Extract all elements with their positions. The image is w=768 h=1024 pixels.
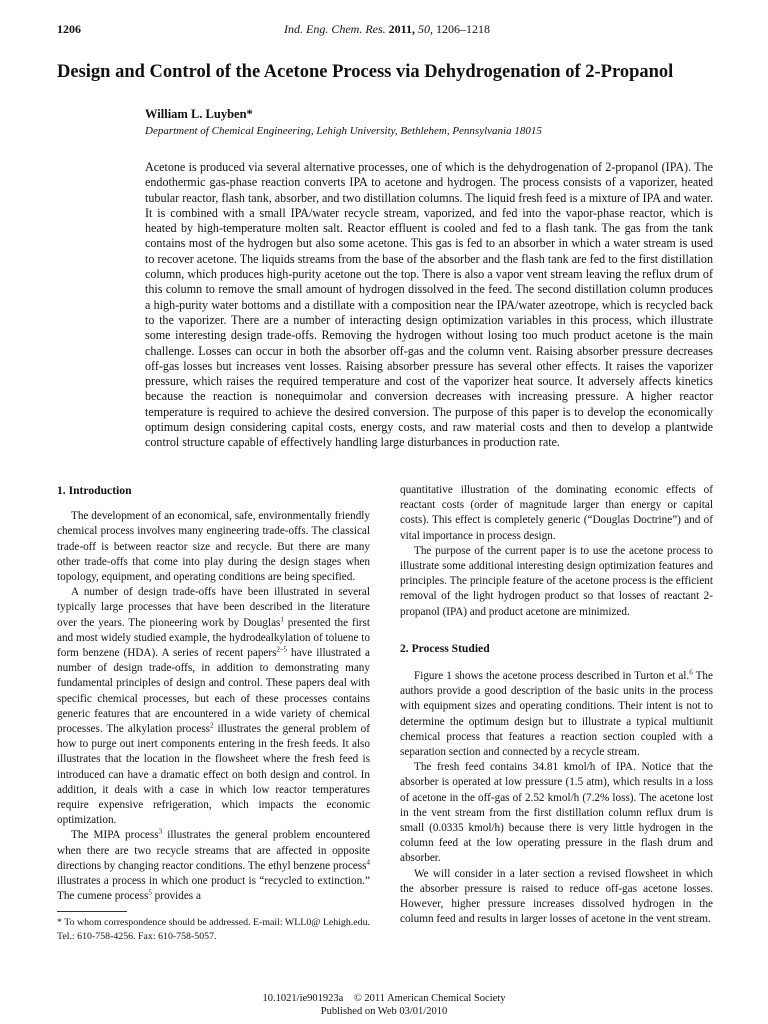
process-paragraph-3: We will consider in a later section a revised flowsheet in which the absorber pressure is raised to reduce off-gas acetone losses. However, higher pressure increases dissolved hydrogen in the column feed and results in larger losses of acetone in the vent stream. [400,867,713,926]
right-column [400,483,713,927]
process-paragraph-2: The fresh feed contains 34.81 kmol/h of IPA. Notice that the absorber is operated at low pressure (1.5 atm), which results in a loss of acetone in the off-gas of 2.52 kmol/h (7.2% loss). The acetone lost in the vent stream from the first distillation column reflux drum is small (0.0335 kmol/h) because there is very little hydrogen in the column feed at the low operating pressure in the flash drum and absorber. [400,761,713,865]
process-paragraph-1: Figure 1 shows the acetone process described in Turton et al.$^6$ The authors provide a good description of the basic units in the process with equipment sizes and operating conditions. Their intent is not to determine the optimum design but to illustrate a typical multiunit chemical process that features a reaction section coupled with a separation section and connected by a recycle stream. [400,668,713,759]
citation-ref[interactable]: 5 [148,888,152,897]
citation-ref[interactable]: 6 [689,668,693,677]
page-number: 1206 [57,22,81,36]
citation-ref[interactable]: 2–5 [276,645,287,654]
journal-volume: 50, [418,22,433,36]
page-footer [0,992,768,1018]
author-affiliation: Department of Chemical Engineering, Lehigh University, Bethlehem, Pennsylvania 18015 [145,125,542,137]
journal-year: 2011, [388,22,415,36]
doi[interactable]: 10.1021/ie901923a [262,993,344,1004]
paper-title: Design and Control of the Acetone Process via Dehydrogenation of 2-Propanol [57,62,674,82]
abstract: Acetone is produced via several alternative processes, one of which is the dehydrogenation of 2-propanol (IPA). The endothermic gas-phase reaction converts IPA to acetone and hydrogen. The process consists of a vaporizer, heated tubular reactor, flash tank, absorber, and two distillation columns. The liquid fresh feed is a mixture of IPA and water. It is combined with a small IPA/water recycle stream, vaporized, and fed into the vapor-phase reactor, which is heated by high-temperature molten salt. Reactor effluent is cooled and fed to a flash tank. The gas from the tank contains most of the hydrogen but also some acetone. This gas is fed to an absorber in which a water stream is used to recover acetone. The liquids streams from the base of the absorber and the flash tank are fed to the first distillation column, which produces high-purity acetone out the top. There is also a vapor vent stream leaving the reflux drum of this column to remove the small amount of hydrogen dissolved in the feed. The second distillation column produces a high-purity water bottoms and a distillate with a composition near the IPA/water azeotrope, which is recycled back to the vaporizer. There are a number of interacting design optimization variables in this process, which illustrate some interesting design trade-offs. Removing the hydrogen without losing too much product acetone is the main challenge. Losses can occur in both the absorber off-gas and the column vent. Raising absorber pressure decreases off-gas losses but increases vent losses. Raising absorber pressure has several other effects. It raises the vaporizer pressure, which raises the required temperature and cost of the vaporizer heat source. It adversely affects kinetics because the reaction is nonequimolar and conversion decreases with increasing pressure. A higher reactor temperature is required to achieve the desired conversion. The purpose of this paper is to develop the economically optimum design considering capital costs, energy costs, and raw material costs and then to develop a plantwide control structure capable of effectively handling large disturbances in production rate. [145,160,713,450]
intro-paragraph-4: quantitative illustration of the dominating economic effects of reactant costs (order of magnitude larger than energy or capital costs). This effect is completely generic (“Douglas Doctrine”) and of vital importance in process design. [400,484,713,542]
intro-paragraph-2: A number of design trade-offs have been illustrated in several typically large processes that have been described in the literature over the years. The pioneering work by Douglas$^1$ presented the first and most widely studied example, the hydrodealkylation of toluene to form benzene (HDA). A series of recent papers$^{2-5}$ have illustrated a number of design trade-offs, in addition to demonstrating many fundamental principles of design and control. These papers deal with specific chemical processes, but each of these processes contains generic features that are encountered in a wide variety of chemical processes. The alkylation process$^2$ illustrates the general problem of how to purge out inert components entering in the fresh feeds. It also illustrates that the location in the flowsheet where the fresh feed is introduced can have a dramatic effect on both design and control. In addition, it deals with a case in which low reactor temperatures require expensive refrigeration, which impacts the economic optimization. [57,586,371,827]
correspondence-footnote: * To whom correspondence should be addressed. E-mail: WLL0@ Lehigh.edu. Tel.: 610-758-4256. Fax: 610-758-5057. [57,917,370,942]
citation-ref[interactable]: 4 [366,858,370,867]
intro-paragraph-3: The MIPA process$^3$ illustrates the general problem encountered when there are two recycle streams that are affected in opposite directions by changing reactor conditions. The ethyl benzene process$^4$ illustrates a process in which one product is “recycled to extinction.” The cumene process$^5$ provides a [57,827,370,903]
left-column [57,483,370,904]
copyright: © 2011 American Chemical Society [353,993,506,1004]
intro-paragraph-5: The purpose of the current paper is to use the acetone process to illustrate some additional interesting design optimization features and principles. The principle feature of the acetone process is the efficient removal of the light hydrogen product so that losses of reactant 2-propanol (IPA) and product acetone are minimized. [400,544,713,618]
journal-name: Ind. Eng. Chem. Res. [284,22,386,36]
journal-pages: 1206–1218 [436,22,490,36]
section-heading-introduction: 1. Introduction [57,484,132,497]
publication-date: Published on Web 03/01/2010 [320,1006,448,1017]
footnote-divider [57,911,127,912]
section-heading-process-studied: 2. Process Studied [400,641,490,655]
intro-paragraph-1: The development of an economical, safe, environmentally friendly chemical process involves many engineering trade-offs. The classical trade-off is between reactor size and recycle. But there are many other trade-offs that come into play during the design stages when topology, equipment, and operating conditions are being specified. [57,510,370,584]
author-name: William L. Luyben* [145,107,253,121]
citation-ref[interactable]: 3 [158,827,163,836]
citation-ref[interactable]: 2 [210,721,214,730]
journal-citation [284,22,490,37]
citation-ref[interactable]: 1 [280,614,284,623]
